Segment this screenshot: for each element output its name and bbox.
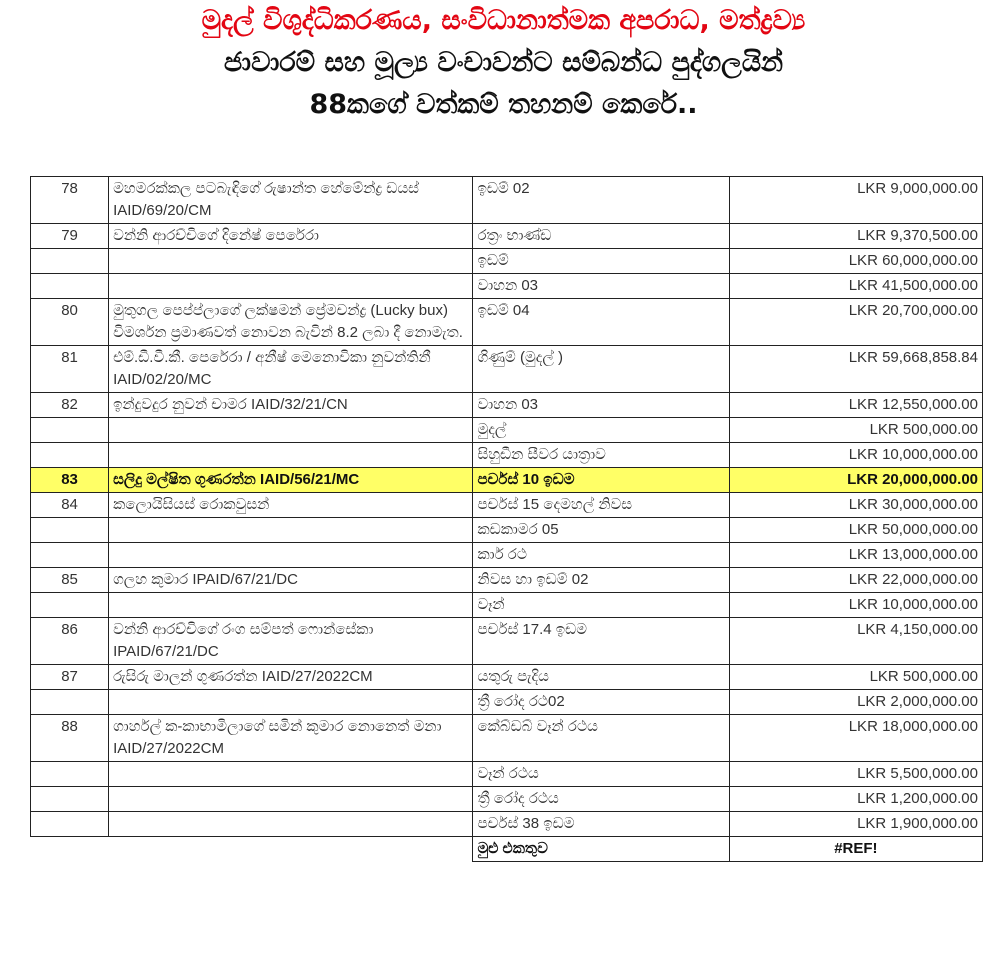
- table-row: [31, 568, 983, 593]
- table-row: [31, 518, 983, 543]
- table-row: [31, 443, 983, 468]
- table-row: [31, 593, 983, 618]
- table-row: [31, 787, 983, 812]
- table-row: [31, 249, 983, 274]
- table-row: [31, 543, 983, 568]
- table-row: [31, 468, 983, 493]
- row-number-cell: 86: [31, 618, 109, 665]
- headline: [0, 0, 1007, 126]
- asset-value-cell: LKR 41,500,000.00: [729, 274, 982, 299]
- table-row: [31, 418, 983, 443]
- row-number-cell: [31, 418, 109, 443]
- asset-value-cell: LKR 22,000,000.00: [729, 568, 982, 593]
- row-number-cell: [31, 762, 109, 787]
- asset-cell: පර්චස් 15 දෙමහල් නිවස: [473, 493, 729, 518]
- asset-cell: කාර් රථ: [473, 543, 729, 568]
- asset-value-cell: LKR 12,550,000.00: [729, 393, 982, 418]
- asset-value-cell: LKR 20,000,000.00: [729, 468, 982, 493]
- asset-cell: සිහුඩීන සීවර යාත්‍රාව: [473, 443, 729, 468]
- asset-cell: රත්‍රං භාණ්ඩ: [473, 224, 729, 249]
- asset-cell: කඩකාමර 05: [473, 518, 729, 543]
- asset-value-cell: LKR 500,000.00: [729, 418, 982, 443]
- person-name-cell: [109, 593, 473, 618]
- asset-cell: වාහන 03: [473, 393, 729, 418]
- total-label: මුළු එකතුව: [473, 837, 729, 862]
- asset-cell: මුදල්: [473, 418, 729, 443]
- blank-cell: [31, 837, 109, 862]
- asset-value-cell: LKR 30,000,000.00: [729, 493, 982, 518]
- asset-value-cell: LKR 59,668,858.84: [729, 346, 982, 393]
- asset-value-cell: LKR 50,000,000.00: [729, 518, 982, 543]
- person-name-cell: [109, 443, 473, 468]
- asset-value-cell: LKR 1,900,000.00: [729, 812, 982, 837]
- table-row: [31, 618, 983, 665]
- row-number-cell: [31, 518, 109, 543]
- row-number-cell: 85: [31, 568, 109, 593]
- table-body: [31, 177, 983, 837]
- blank-cell: [109, 837, 473, 862]
- asset-value-cell: LKR 10,000,000.00: [729, 443, 982, 468]
- headline-line-2: ජාවාරම් සහ මූල්‍ය වංචාවන්ට සම්බන්ධ පුද්ගලයින්: [223, 47, 784, 78]
- row-number-cell: [31, 249, 109, 274]
- asset-cell: පර්චස් 17.4 ඉඩම: [473, 618, 729, 665]
- asset-value-cell: LKR 4,150,000.00: [729, 618, 982, 665]
- asset-cell: කේබ්ඩබ් වෑන් රථය: [473, 715, 729, 762]
- asset-cell: වෑන් රථය: [473, 762, 729, 787]
- asset-cell: නිවස හා ඉඩම් 02: [473, 568, 729, 593]
- table-row: [31, 393, 983, 418]
- row-number-cell: 81: [31, 346, 109, 393]
- asset-value-cell: LKR 9,000,000.00: [729, 177, 982, 224]
- row-number-cell: [31, 593, 109, 618]
- person-name-cell: මහමරක්කල පටබැඳිගේ රුෂාන්ත හේමේන්ද්‍ර ඩයස් IAID/69/20/CM: [109, 177, 473, 224]
- row-number-cell: 84: [31, 493, 109, 518]
- person-name-cell: ඉන්දුවදුර නුවන් චාමර IAID/32/21/CN: [109, 393, 473, 418]
- total-row: [31, 837, 983, 862]
- table-row: [31, 274, 983, 299]
- total-value: #REF!: [729, 837, 982, 862]
- person-name-cell: [109, 518, 473, 543]
- person-name-cell: [109, 418, 473, 443]
- asset-cell: ඉඩම් 04: [473, 299, 729, 346]
- person-name-cell: වන්නි ආරච්චිගේ රංග සම්පත් ෆොන්සේකා IPAID/67/21/DC: [109, 618, 473, 665]
- table-row: [31, 493, 983, 518]
- row-number-cell: 88: [31, 715, 109, 762]
- asset-cell: ඉඩම් 02: [473, 177, 729, 224]
- person-name-cell: [109, 274, 473, 299]
- asset-value-cell: LKR 13,000,000.00: [729, 543, 982, 568]
- asset-freeze-table: [30, 176, 983, 862]
- table-row: [31, 812, 983, 837]
- row-number-cell: [31, 543, 109, 568]
- row-number-cell: [31, 787, 109, 812]
- asset-cell: පර්චස් 38 ඉඩම: [473, 812, 729, 837]
- asset-cell: ත්‍රී රෝද රථ02: [473, 690, 729, 715]
- asset-value-cell: LKR 18,000,000.00: [729, 715, 982, 762]
- table-row: [31, 346, 983, 393]
- table-row: [31, 690, 983, 715]
- asset-cell: පර්චස් 10 ඉඩම: [473, 468, 729, 493]
- asset-cell: ත්‍රී රෝද රථය: [473, 787, 729, 812]
- person-name-cell: රුසිරු මාලන් ගුණරත්න IAID/27/2022CM: [109, 665, 473, 690]
- table-row: [31, 665, 983, 690]
- row-number-cell: 82: [31, 393, 109, 418]
- person-name-cell: [109, 762, 473, 787]
- row-number-cell: [31, 443, 109, 468]
- asset-cell: ඉඩම්: [473, 249, 729, 274]
- person-name-cell: ගලහ කුමාර IPAID/67/21/DC: [109, 568, 473, 593]
- person-name-cell: කලොයිසියස් රොකවුසන්: [109, 493, 473, 518]
- row-number-cell: 83: [31, 468, 109, 493]
- asset-value-cell: LKR 20,700,000.00: [729, 299, 982, 346]
- asset-cell: වෑන්: [473, 593, 729, 618]
- person-name-cell: [109, 543, 473, 568]
- row-number-cell: 78: [31, 177, 109, 224]
- person-name-cell: [109, 787, 473, 812]
- person-name-cell: [109, 690, 473, 715]
- row-number-cell: [31, 812, 109, 837]
- asset-cell: ගිණුම් (මුදල් ): [473, 346, 729, 393]
- table-row: [31, 224, 983, 249]
- row-number-cell: 79: [31, 224, 109, 249]
- person-name-cell: සලිදු මල්ෂිත ගුණරත්න IAID/56/21/MC: [109, 468, 473, 493]
- asset-value-cell: LKR 5,500,000.00: [729, 762, 982, 787]
- row-number-cell: 87: [31, 665, 109, 690]
- person-name-cell: මුතුගල පෙප්ප්ලාගේ ලක්ෂමන් ප්‍රේමචන්ද්‍ර (Lucky bux) විමර්ශන ප්‍රමාණවත් නොවන බැවින් 8.2 ලබා දී නොමැත.: [109, 299, 473, 346]
- row-number-cell: [31, 690, 109, 715]
- asset-value-cell: LKR 500,000.00: [729, 665, 982, 690]
- asset-value-cell: LKR 9,370,500.00: [729, 224, 982, 249]
- row-number-cell: 80: [31, 299, 109, 346]
- person-name-cell: [109, 249, 473, 274]
- person-name-cell: [109, 812, 473, 837]
- asset-cell: වාහන 03: [473, 274, 729, 299]
- person-name-cell: ගාර්හල් ක-කාභාමිලාගේ සමින් කුමාර නොනෙත් මනා IAID/27/2022CM: [109, 715, 473, 762]
- headline-line-3: 88කගේ වත්කම් තහනම් කෙරේ..: [309, 89, 698, 120]
- headline-line-1: මුදල් විශුද්ධිකරණය, සංවිධානාත්මක අපරාධ, මත්ද්‍රව්‍ය: [201, 5, 806, 36]
- table-row: [31, 715, 983, 762]
- table-row: [31, 299, 983, 346]
- asset-value-cell: LKR 1,200,000.00: [729, 787, 982, 812]
- person-name-cell: එම්.ඩී.වී.කී. පෙරේරා / අනීෂ් මෙනොවිකා නුවන්තිනී IAID/02/20/MC: [109, 346, 473, 393]
- asset-cell: යතුරු පැදිය: [473, 665, 729, 690]
- asset-value-cell: LKR 10,000,000.00: [729, 593, 982, 618]
- table-row: [31, 762, 983, 787]
- person-name-cell: වන්නි ආරච්චිගේ දිනේෂ් පෙරේරා: [109, 224, 473, 249]
- row-number-cell: [31, 274, 109, 299]
- table-row: [31, 177, 983, 224]
- asset-value-cell: LKR 60,000,000.00: [729, 249, 982, 274]
- asset-value-cell: LKR 2,000,000.00: [729, 690, 982, 715]
